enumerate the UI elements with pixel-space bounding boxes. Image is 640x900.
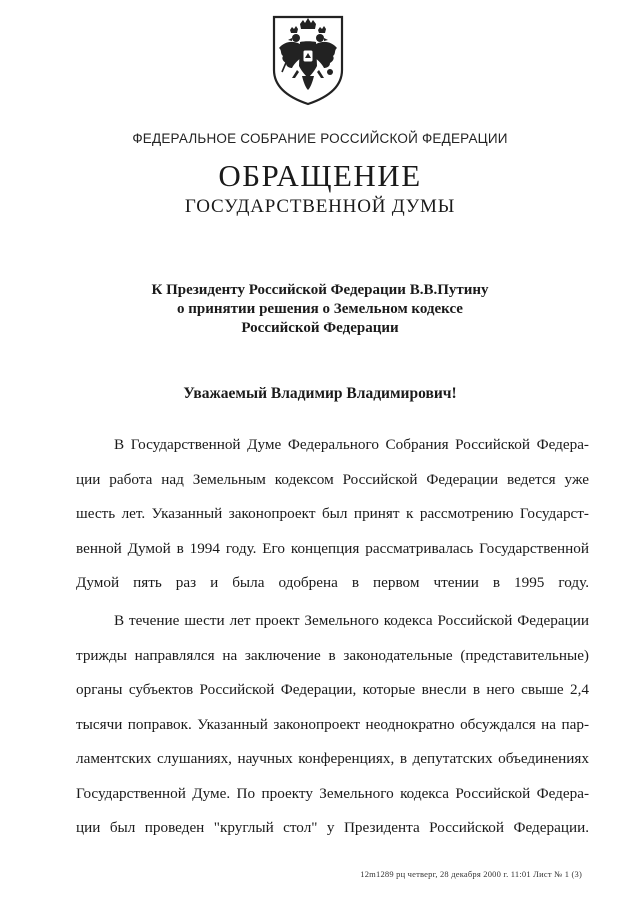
addressee-line: К Президенту Российской Федерации В.В.Путину (151, 282, 489, 298)
paragraph-line: тысячи поправок. Указанный законопроект неоднократно обсуждался на пар- (76, 715, 589, 733)
document-type-title: ОБРАЩЕНИЕ (218, 158, 422, 193)
paragraph-line: В течение шести лет проект Земельного кодекса Российской Федерации (114, 612, 589, 629)
paragraph-line: трижды направлялся на заключение в законодательные (представительные) (76, 646, 589, 664)
salutation: Уважаемый Владимир Владимирович! (183, 385, 457, 402)
body-paragraph-1 (76, 428, 589, 601)
addressee-line: Российской Федерации (241, 320, 399, 336)
coat-of-arms-icon (270, 14, 346, 106)
paragraph-line: ламентских слушаниях, научных конференциях, в депутатских объединениях (76, 750, 589, 767)
addressee-block (0, 281, 640, 338)
paragraph-line: ции был проведен "круглый стол" у Президента Российской Федерации. (76, 819, 589, 836)
body-paragraph-2 (76, 604, 589, 846)
paragraph-line: Думой пять раз и была одобрена в первом чтении в 1995 году. (76, 574, 589, 591)
paragraph-line: Государственной Думе. По проекту Земельного кодекса Российской Федера- (76, 784, 589, 802)
organization-heading: ФЕДЕРАЛЬНОЕ СОБРАНИЕ РОССИЙСКОЙ ФЕДЕРАЦИИ (132, 131, 508, 146)
document-issuer-subtitle: ГОСУДАРСТВЕННОЙ ДУМЫ (184, 196, 456, 217)
addressee-line: о принятии решения о Земельном кодексе (177, 301, 463, 317)
page-footer-stamp: 12m1289 рц четверг, 28 декабря 2000 г. 11:01 Лист № 1 (3) (360, 869, 582, 879)
paragraph-line: венной Думой в 1994 году. Его концепция рассматривалась Государственной (76, 539, 589, 557)
paragraph-line: В Государственной Думе Федерального Собрания Российской Федера- (114, 436, 589, 453)
paragraph-line: шесть лет. Указанный законопроект был принят к рассмотрению Государст- (76, 505, 589, 522)
paragraph-line: органы субъектов Российской Федерации, которые внесли в него свыше 2,4 (76, 681, 589, 698)
paragraph-line: ции работа над Земельным кодексом Российской Федерации ведется уже (76, 470, 589, 488)
